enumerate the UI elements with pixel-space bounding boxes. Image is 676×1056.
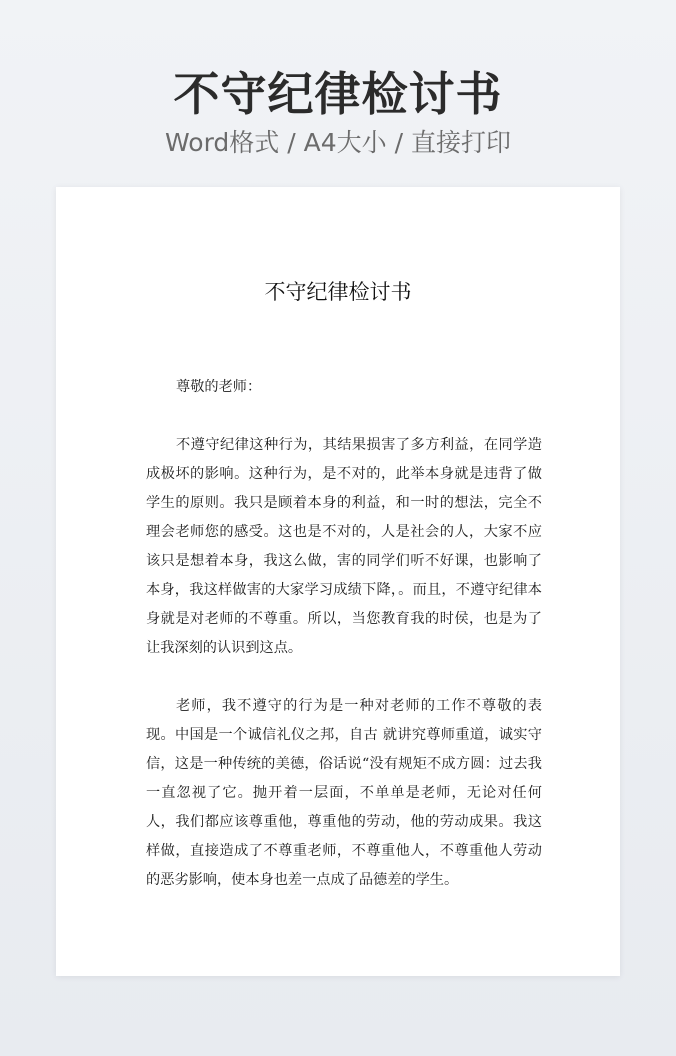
page-subtitle: Word格式 / A4大小 / 直接打印 — [165, 128, 511, 157]
document-greeting: 尊敬的老师： — [176, 379, 262, 395]
page-header — [0, 66, 676, 160]
document-paragraph: 不遵守纪律这种行为，其结果损害了多方利益，在同学造成极坏的影响。这种行为，是不对的，此举本身就是违背了做学生的原则。我只是顾着本身的利益，和一时的想法，完全不理会老师您的感受。这也是不对的，人是社会的人，大家不应该只是想着本身，我这么做，害的同学们听不好课，也影响了本身，我这样做害的大家学习成绩下降，。而且，不遵守纪律本身就是对老师的不尊重。所以，当您教育我的时侯，也是为了让我深刻的认识到这点。 — [146, 437, 542, 656]
document-paragraph: 老师，我不遵守的行为是一种对老师的工作不尊敬的表现。中国是一个诚信礼仪之邦，自古 就讲究尊师重道，诚实守信，这是一种传统的美德，俗话说“没有规矩不成方圆：过去我一直忽视了它。抛开着一层面，不单单是老师，无论对任何人，我们都应该尊重他，尊重他的劳动，他的劳动成果。我这样做，直接造成了不尊重老师，不尊重他人，不尊重他人劳动的恶劣影响，使本身也差一点成了品德差的学生。 — [146, 698, 542, 888]
document-body — [146, 373, 542, 924]
page-title: 不守纪律检讨书 — [173, 67, 503, 121]
document-title: 不守纪律检讨书 — [264, 280, 412, 304]
